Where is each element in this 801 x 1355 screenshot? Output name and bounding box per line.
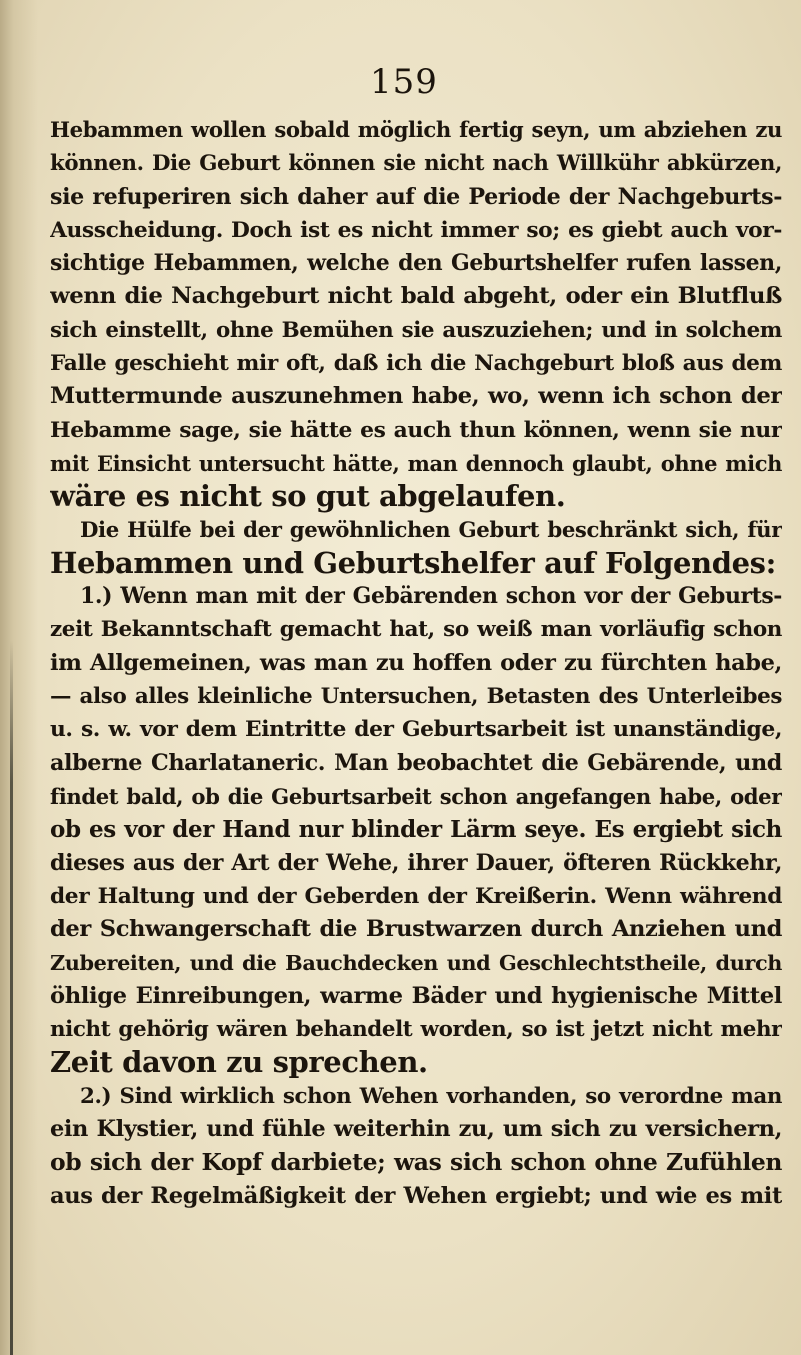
text-line: Zubereiten, und die Bauchdecken und Geschlechtstheile, durch	[50, 950, 782, 976]
text-line: ob sich der Kopf darbiete; was sich schon ohne Zufühlen	[50, 1148, 782, 1177]
text-line: 2.) Sind wirklich schon Wehen vorhanden, so verordne man	[80, 1083, 782, 1109]
text-line: 1.) Wenn man mit der Gebärenden schon vor der Geburts-	[80, 583, 782, 610]
text-line: Hebammen und Geburtshelfer auf Folgendes:	[50, 546, 776, 580]
text-line: sichtige Hebammen, welche den Geburtshelfer rufen lassen,	[50, 250, 782, 277]
text-line: sie refuperiren sich daher auf die Periode der Nachgeburts-	[50, 183, 782, 210]
text-line: können. Die Geburt können sie nicht nach Willkühr abkürzen,	[50, 151, 782, 177]
text-line: Hebammen wollen sobald möglich fertig seyn, um abziehen zu	[50, 118, 782, 143]
page-number: 159	[370, 62, 438, 102]
body-text	[50, 114, 782, 1213]
text-line: der Haltung und der Geberden der Kreißerin. Wenn während	[50, 883, 782, 909]
text-line: alberne Charlataneric. Man beobachtet die Gebärende, und	[50, 749, 782, 776]
text-line: öhlige Einreibungen, warme Bäder und hygienische Mittel	[50, 982, 782, 1009]
text-line: wäre es nicht so gut abgelaufen.	[50, 480, 566, 514]
text-line: zeit Bekanntschaft gemacht hat, so weiß man vorläufig schon	[50, 617, 782, 643]
text-line: Ausscheidung. Doch ist es nicht immer so; es giebt auch vor-	[50, 217, 782, 243]
text-line: findet bald, ob die Geburtsarbeit schon angefangen habe, oder	[50, 783, 782, 809]
text-line: — also alles kleinliche Untersuchen, Betasten des Unterleibes	[50, 684, 782, 710]
text-line: u. s. w. vor dem Eintritte der Geburtsarbeit ist unanständige,	[50, 717, 782, 743]
text-line: aus der Regelmäßigkeit der Wehen ergiebt; und wie es mit	[50, 1182, 782, 1209]
text-line: nicht gehörig wären behandelt worden, so ist jetzt nicht mehr	[50, 1017, 782, 1043]
text-line: wenn die Nachgeburt nicht bald abgeht, oder ein Blutfluß	[50, 283, 782, 310]
text-line: im Allgemeinen, was man zu hoffen oder zu fürchten habe,	[50, 649, 782, 676]
binding-gutter-shadow	[0, 0, 38, 1355]
text-line: sich einstellt, ohne Bemühen sie auszuziehen; und in solchem	[50, 317, 782, 343]
text-line: Muttermunde auszunehmen habe, wo, wenn ich schon der	[50, 383, 782, 410]
text-line: ein Klystier, und fühle weiterhin zu, um sich zu versichern,	[50, 1115, 782, 1142]
text-line: Hebamme sage, sie hätte es auch thun können, wenn sie nur	[50, 417, 782, 443]
text-line: Falle geschieht mir oft, daß ich die Nachgeburt bloß aus dem	[50, 351, 782, 377]
text-line: mit Einsicht untersucht hätte, man dennoch glaubt, ohne mich	[50, 450, 782, 476]
text-line: der Schwangerschaft die Brustwarzen durch Anziehen und	[50, 916, 782, 943]
text-line: Zeit davon zu sprechen.	[50, 1046, 428, 1080]
text-line: ob es vor der Hand nur blinder Lärm seye. Es ergiebt sich	[50, 816, 782, 844]
text-line: Die Hülfe bei der gewöhnlichen Geburt beschränkt sich, für	[80, 517, 782, 543]
text-line: dieses aus der Art der Wehe, ihrer Dauer, öfteren Rückkehr,	[50, 849, 782, 876]
binding-edge-line	[10, 640, 13, 1355]
